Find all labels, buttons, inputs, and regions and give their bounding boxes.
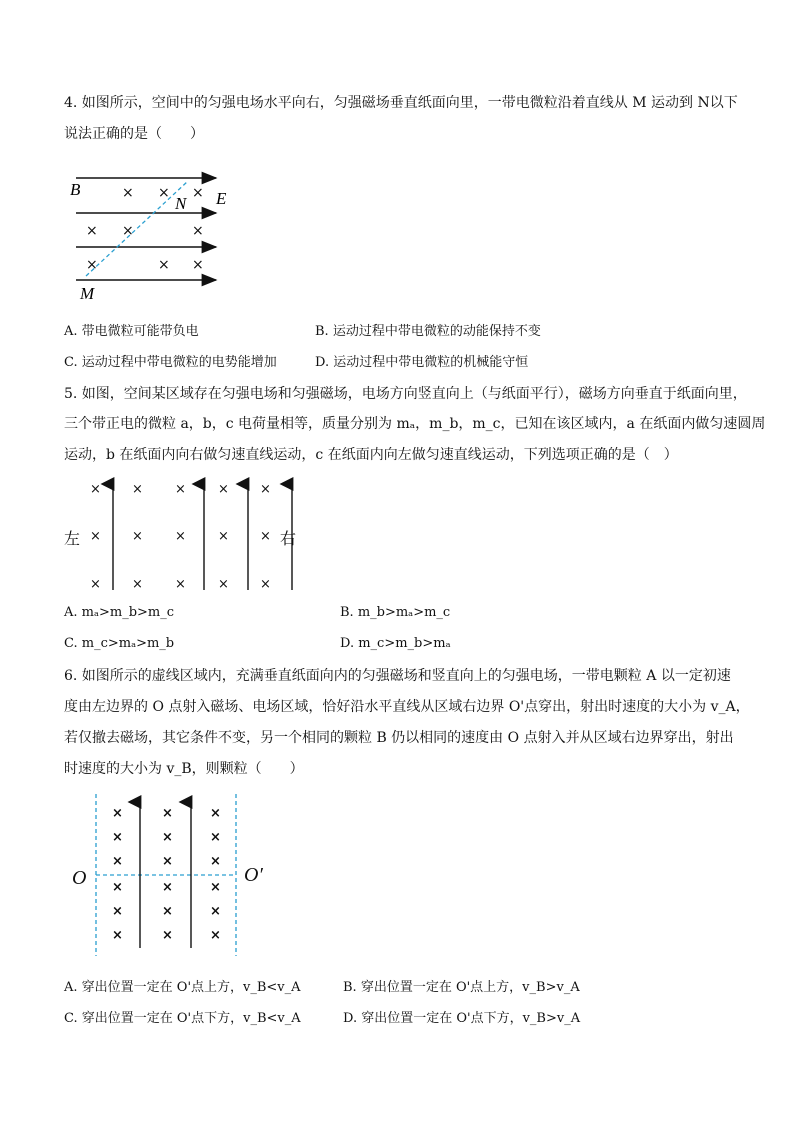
q4-option-b[interactable]: B. 运动过程中带电微粒的动能保持不变 (315, 324, 541, 339)
svg-text:×: × (86, 223, 98, 239)
svg-text:×: × (192, 185, 204, 201)
svg-text:×: × (112, 830, 123, 845)
svg-text:×: × (162, 854, 173, 869)
q5-stem-line-3: 运动，b 在纸面内向右做匀速直线运动，c 在纸面内向左做匀速直线运动，下列选项正确的是（ ） (64, 447, 678, 463)
svg-text:×: × (260, 529, 271, 544)
svg-text:×: × (122, 223, 134, 239)
svg-text:×: × (210, 854, 221, 869)
svg-text:×: × (218, 529, 229, 544)
svg-text:×: × (132, 529, 143, 544)
q5-option-b[interactable]: B. m_b>mₐ>m_c (340, 605, 451, 620)
q6-option-b[interactable]: B. 穿出位置一定在 O'点上方，v_B>v_A (343, 980, 580, 995)
svg-text:×: × (192, 223, 204, 239)
svg-text:×: × (132, 577, 143, 592)
svg-text:×: × (210, 904, 221, 919)
q4-option-c[interactable]: C. 运动过程中带电微粒的电势能增加 (64, 355, 277, 370)
svg-text:×: × (158, 185, 170, 201)
svg-text:×: × (218, 577, 229, 592)
svg-text:×: × (210, 806, 221, 821)
q6-option-d[interactable]: D. 穿出位置一定在 O'点下方，v_B>v_A (343, 1011, 581, 1026)
svg-text:×: × (175, 529, 186, 544)
q5-label-right: 右 (280, 529, 297, 548)
svg-text:×: × (90, 482, 101, 497)
svg-text:×: × (112, 928, 123, 943)
q4-stem-line-1: 4. 如图所示，空间中的匀强电场水平向右，匀强磁场垂直纸面向里，一带电微粒沿着直线从 M 运动到 N以下 (64, 95, 738, 111)
svg-text:×: × (112, 880, 123, 895)
svg-text:×: × (132, 482, 143, 497)
q4-stem-line-2: 说法正确的是（ ） (64, 126, 204, 142)
q6-option-c[interactable]: C. 穿出位置一定在 O'点下方，v_B<v_A (64, 1011, 301, 1026)
q5-option-c[interactable]: C. m_c>mₐ>m_b (64, 636, 175, 651)
svg-text:×: × (162, 830, 173, 845)
svg-text:×: × (158, 257, 170, 273)
q5-stem-line-1: 5. 如图，空间某区域存在匀强电场和匀强磁场，电场方向竖直向上（与纸面平行），磁场方向垂直于纸面向里， (64, 386, 747, 402)
q4-label-B: B (70, 180, 81, 199)
svg-text:×: × (210, 880, 221, 895)
q5-stem-line-2: 三个带正电的微粒 a，b，c 电荷量相等，质量分别为 mₐ，m_b，m_c，已知在该区域内，a 在纸面内做匀速圆周 (64, 416, 766, 432)
svg-text:×: × (112, 904, 123, 919)
svg-text:×: × (175, 577, 186, 592)
svg-text:×: × (260, 577, 271, 592)
svg-text:×: × (192, 257, 204, 273)
svg-text:×: × (162, 904, 173, 919)
q4-label-E: E (216, 189, 227, 208)
q5-option-a[interactable]: A. mₐ>m_b>m_c (64, 605, 175, 620)
svg-text:×: × (162, 806, 173, 821)
q5-figure (60, 476, 310, 596)
q4-option-a[interactable]: A. 带电微粒可能带负电 (64, 324, 199, 339)
svg-text:×: × (210, 830, 221, 845)
svg-text:×: × (122, 185, 134, 201)
q6-stem-line-1: 6. 如图所示的虚线区域内，充满垂直纸面向内的匀强磁场和竖直向上的匀强电场，一带电颗粒 A 以一定初速 (64, 668, 731, 684)
svg-text:×: × (162, 928, 173, 943)
svg-text:×: × (175, 482, 186, 497)
q4-option-d[interactable]: D. 运动过程中带电微粒的机械能守恒 (315, 355, 529, 370)
svg-text:×: × (86, 257, 98, 273)
svg-text:×: × (218, 482, 229, 497)
q6-label-O: O (72, 867, 87, 889)
q6-label-O-prime: O′ (244, 864, 263, 886)
q4-label-N: N (175, 194, 187, 213)
q5-option-d[interactable]: D. m_c>m_b>mₐ (340, 636, 451, 651)
q5-label-left: 左 (64, 529, 81, 548)
q6-stem-line-3: 若仅撤去磁场，其它条件不变，另一个相同的颗粒 B 仍以相同的速度由 O 点射入并从区域右边界穿出，射出 (64, 730, 734, 746)
svg-text:×: × (112, 806, 123, 821)
svg-text:×: × (210, 928, 221, 943)
svg-text:×: × (162, 880, 173, 895)
q4-trajectory-dashed (86, 181, 188, 276)
svg-text:×: × (112, 854, 123, 869)
svg-text:×: × (260, 482, 271, 497)
q6-stem-line-2: 度由左边界的 O 点射入磁场、电场区域，恰好沿水平直线从区域右边界 O'点穿出，射出时速度的大小为 v_A， (64, 699, 750, 715)
q5-cross-marks (90, 482, 271, 592)
q6-figure (64, 790, 284, 960)
q6-option-a[interactable]: A. 穿出位置一定在 O'点上方，v_B<v_A (64, 980, 301, 995)
svg-text:×: × (90, 529, 101, 544)
q4-label-M: M (80, 284, 95, 303)
q4-figure (64, 168, 244, 308)
q6-stem-line-4: 时速度的大小为 v_B，则颗粒（ ） (64, 761, 304, 777)
svg-text:×: × (90, 577, 101, 592)
